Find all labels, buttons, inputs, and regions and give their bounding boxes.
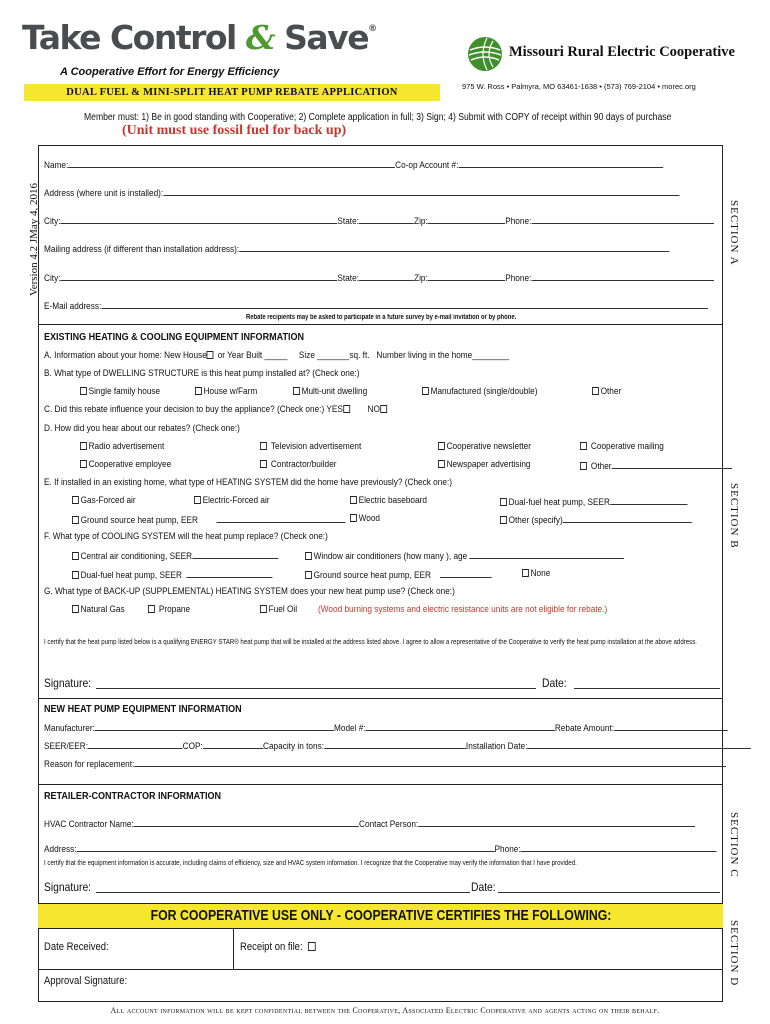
no-label: NO [367, 404, 380, 415]
option-label: Radio advertisement [88, 441, 165, 452]
coop-use-title-text: FOR COOPERATIVE USE ONLY - COOPERATIVE CERTIFIES THE FOLLOWING: [150, 907, 611, 924]
option-label: Other [600, 386, 622, 397]
form-title-banner: DUAL FUEL & MINI-SPLIT HEAT PUMP REBATE APPLICATION [24, 84, 440, 101]
address-field[interactable] [44, 186, 679, 199]
mailing-city-label: City: [44, 273, 61, 284]
new-house-checkbox[interactable] [207, 351, 214, 359]
name-label: Name: [44, 160, 69, 171]
signature-c-label: Signature: [44, 880, 92, 894]
checkbox[interactable] [80, 387, 87, 395]
divider-new-equipment [38, 698, 723, 699]
reason-label: Reason for replacement: [44, 759, 135, 770]
option-label: Manufactured (single/double) [430, 386, 538, 397]
checkbox[interactable] [293, 387, 300, 395]
divider-section-c [38, 784, 723, 785]
living-label: Number living in the home________ [376, 350, 509, 361]
option-label: Fuel Oil [268, 604, 298, 615]
confidentiality-footer: All account information will be kept confidential between the Cooperative, Associated Electric Cooperative and agents acting on their behalf. [110, 1006, 660, 1015]
option-label: Television advertisement [270, 441, 362, 452]
cop-label: COP: [182, 741, 203, 752]
checkbox[interactable] [72, 496, 79, 504]
heating-dual-fuel[interactable] [500, 495, 687, 508]
heating-ground-source[interactable] [72, 513, 345, 526]
source-newspaper[interactable] [438, 459, 531, 470]
checkbox[interactable] [350, 514, 357, 522]
contractor-address-row[interactable] [44, 842, 717, 855]
heating-other[interactable] [500, 513, 692, 526]
coop-address: 975 W. Ross • Palmyra, MO 63461-1638 • (573) 769-2104 • morec.org [462, 82, 696, 91]
dwelling-multi-unit[interactable] [293, 386, 367, 397]
cooling-none[interactable] [522, 568, 550, 579]
option-label: Other [590, 461, 612, 472]
section-a-label: SECTION A [728, 200, 740, 266]
checkbox[interactable] [592, 387, 599, 395]
yes-checkbox[interactable] [343, 405, 350, 413]
ineligible-note: (Wood burning systems and electric resistance units are not eligible for rebate.) [318, 604, 608, 615]
mailing-label: Mailing address (if different than installation address): [44, 244, 240, 255]
receipt-checkbox[interactable] [308, 942, 316, 951]
divider-section-a-b [38, 324, 723, 325]
existing-equipment-title: EXISTING HEATING & COOLING EQUIPMENT INFORMATION [44, 331, 305, 343]
question-c-row [44, 404, 389, 415]
option-label: Cooperative employee [88, 459, 172, 470]
approval-signature-label: Approval Signature: [44, 975, 128, 987]
checkbox[interactable] [522, 569, 529, 577]
section-c-label: SECTION C [728, 812, 740, 878]
city-state-zip-phone-row[interactable] [44, 214, 714, 227]
source-employee[interactable] [80, 459, 171, 470]
cooling-central-air[interactable] [72, 549, 278, 562]
contact-label: Contact Person: [359, 819, 419, 830]
cooling-ground-source[interactable] [305, 568, 492, 581]
signature-c-line[interactable] [96, 892, 470, 893]
date-b-label: Date: [542, 676, 567, 690]
checkbox[interactable] [305, 552, 312, 560]
heating-baseboard[interactable] [350, 495, 427, 506]
date-c-line[interactable] [498, 892, 720, 893]
checkbox[interactable] [72, 552, 79, 560]
checkbox[interactable] [500, 516, 507, 524]
option-label: Dual-fuel heat pump, SEER [508, 497, 610, 508]
dwelling-single-family[interactable] [80, 386, 160, 397]
state-label: State: [337, 216, 359, 227]
email-label: E-Mail address: [44, 301, 102, 312]
checkbox[interactable] [195, 387, 202, 395]
option-label: None [530, 568, 551, 579]
source-mailing[interactable] [580, 441, 664, 452]
checkbox[interactable] [580, 442, 587, 450]
size-label: Size _______sq. ft. [298, 350, 370, 361]
logo-registered: ® [368, 24, 376, 34]
option-label: House w/Farm [203, 386, 258, 397]
option-label: Wood [358, 513, 381, 524]
coop-name: Missouri Rural Electric Cooperative [509, 44, 735, 60]
email-field[interactable] [44, 299, 708, 312]
date-received-label: Date Received: [44, 941, 109, 953]
signature-b-line[interactable] [96, 688, 536, 689]
source-contractor[interactable] [260, 459, 336, 470]
certify-energy-star: I certify that the heat pump listed below is a qualifying ENERGY STAR® heat pump that will be installed at the address listed above. I agree to allow a representative of the Cooperative to verify the heat pump installation at the above address. [44, 637, 698, 646]
checkbox[interactable] [194, 496, 201, 504]
dwelling-other[interactable] [592, 386, 621, 397]
source-newsletter[interactable] [438, 441, 531, 452]
option-label: Contractor/builder [270, 459, 337, 470]
checkbox[interactable] [350, 496, 357, 504]
tagline: A Cooperative Effort for Energy Efficiency [60, 66, 280, 78]
address-label: Address (where unit is installed): [44, 188, 164, 199]
zip-label: Zip: [414, 216, 428, 227]
new-house-label: A. Information about your home: New House [44, 350, 207, 361]
signature-b-label: Signature: [44, 676, 92, 690]
survey-note: Rebate recipients may be asked to participate in a future survey by e-mail invitation or by phone. [246, 314, 517, 321]
checkbox[interactable] [260, 605, 267, 613]
logo-ampersand: & [245, 18, 275, 57]
question-e: E. If installed in an existing home, what type of HEATING SYSTEM did the home have previously? (Check one:) [44, 477, 452, 488]
coop-use-title [38, 907, 723, 924]
member-requirements: Member must: 1) Be in good standing with Cooperative; 2) Complete application in full; 3) Sign; 4) Submit with COPY of receipt within 90 days of purchase [84, 112, 672, 123]
checkbox[interactable] [305, 571, 312, 579]
divider-approval [38, 969, 723, 970]
contractor-address-label: Address: [44, 844, 77, 855]
option-label: Electric-Forced air [202, 495, 270, 506]
question-g: G. What type of BACK-UP (SUPPLEMENTAL) HEATING SYSTEM does your new heat pump use? (Check one:) [44, 586, 455, 597]
option-label: Propane [158, 604, 191, 615]
option-label: Cooperative mailing [590, 441, 664, 452]
logo-text-main: Take Control [22, 18, 246, 57]
cooling-dual-fuel[interactable] [72, 568, 273, 581]
checkbox[interactable] [260, 442, 267, 450]
receipt-on-file-label [240, 941, 317, 953]
checkbox[interactable] [260, 460, 267, 468]
seer-label: SEER/EER: [44, 741, 89, 752]
section-b-label: SECTION B [728, 483, 740, 549]
model-label: Model #: [333, 723, 366, 734]
option-label: Other (specify) [508, 515, 563, 526]
dwelling-manufactured[interactable] [422, 386, 537, 397]
certify-equipment: I certify that the equipment information is accurate, including claims of efficiency, size and HVAC system information. I recognize that the Cooperative may verify the information that I have provided. [44, 858, 577, 867]
heating-electric-forced[interactable] [194, 495, 270, 506]
version-label: Version 4.2 JMay 4, 2016 [28, 182, 40, 296]
cooling-window[interactable] [305, 549, 624, 562]
option-label: Window air conditioners (how many ), age [313, 551, 468, 562]
question-a-row [44, 350, 509, 361]
contractor-row[interactable] [44, 817, 695, 830]
option-label: Cooperative newsletter [446, 441, 531, 452]
backup-fuel-oil[interactable] [260, 604, 297, 615]
city-label: City: [44, 216, 61, 227]
option-label: Gas-Forced air [80, 495, 136, 506]
checkbox[interactable] [148, 605, 155, 613]
option-label: Dual-fuel heat pump, SEER [80, 570, 182, 581]
checkbox[interactable] [72, 605, 79, 613]
backup-natural-gas[interactable] [72, 604, 125, 615]
source-other[interactable] [580, 459, 732, 472]
capacity-label: Capacity in tons: [263, 741, 325, 752]
checkbox[interactable] [72, 571, 79, 579]
option-label: Single family house [88, 386, 161, 397]
option-label: Ground source heat pump, EER [80, 515, 199, 526]
date-receipt-divider [233, 929, 234, 969]
mailing-city-row[interactable] [44, 271, 714, 284]
name-field[interactable] [44, 158, 663, 171]
mailing-address-field[interactable] [44, 242, 669, 255]
contractor-phone-label: Phone: [494, 844, 521, 855]
date-b-line[interactable] [574, 688, 720, 689]
phone-label: Phone: [505, 216, 532, 227]
globe-logo-icon [467, 36, 503, 72]
year-built-label: or Year Built _____ [215, 350, 288, 361]
checkbox[interactable] [438, 442, 445, 450]
reason-row[interactable] [44, 757, 726, 770]
account-label: Co-op Account #: [395, 160, 459, 171]
install-date-label: Installation Date: [465, 741, 528, 752]
question-f: F. What type of COOLING SYSTEM will the heat pump replace? (Check one:) [44, 531, 328, 542]
fossil-fuel-notice: (Unit must use fossil fuel for back up) [122, 123, 347, 138]
source-television[interactable] [260, 441, 361, 452]
checkbox[interactable] [438, 460, 445, 468]
program-logo [22, 18, 376, 57]
logo-text-end: Save [274, 18, 369, 57]
question-c: C. Did this rebate influence your decision to buy the appliance? (Check one:) YES [44, 404, 343, 415]
checkbox[interactable] [500, 498, 507, 506]
new-equipment-title: NEW HEAT PUMP EQUIPMENT INFORMATION [44, 703, 242, 715]
mailing-zip-label: Zip: [414, 273, 428, 284]
source-radio[interactable] [80, 441, 164, 452]
checkbox[interactable] [422, 387, 429, 395]
date-c-label: Date: [471, 880, 496, 894]
manufacturer-label: Manufacturer: [44, 723, 95, 734]
option-label: Multi-unit dwelling [301, 386, 368, 397]
manufacturer-row[interactable] [44, 721, 728, 734]
no-checkbox[interactable] [380, 405, 387, 413]
dwelling-house-farm[interactable] [195, 386, 257, 397]
option-label: Central air conditioning, SEER [80, 551, 193, 562]
mailing-state-label: State: [337, 273, 359, 284]
checkbox[interactable] [580, 462, 587, 470]
backup-propane[interactable] [148, 604, 190, 615]
heating-gas-forced[interactable] [72, 495, 136, 506]
mailing-phone-label: Phone: [505, 273, 532, 284]
checkbox[interactable] [72, 516, 79, 524]
receipt-label-text: Receipt on file: [240, 941, 303, 953]
rebate-label: Rebate Amount: [554, 723, 615, 734]
checkbox[interactable] [80, 460, 87, 468]
contractor-label: HVAC Contractor Name: [44, 819, 134, 830]
checkbox[interactable] [80, 442, 87, 450]
option-label: Natural Gas [80, 604, 125, 615]
option-label: Ground source heat pump, EER [313, 570, 432, 581]
question-d: D. How did you hear about our rebates? (Check one:) [44, 423, 240, 434]
option-label: Electric baseboard [358, 495, 427, 506]
heating-wood[interactable] [350, 513, 380, 524]
contractor-title: RETAILER-CONTRACTOR INFORMATION [44, 790, 222, 802]
seer-row[interactable] [44, 739, 751, 752]
option-label: Newspaper advertising [446, 459, 531, 470]
section-d-label: SECTION D [728, 920, 740, 987]
question-b: B. What type of DWELLING STRUCTURE is this heat pump installed at? (Check one:) [44, 368, 360, 379]
